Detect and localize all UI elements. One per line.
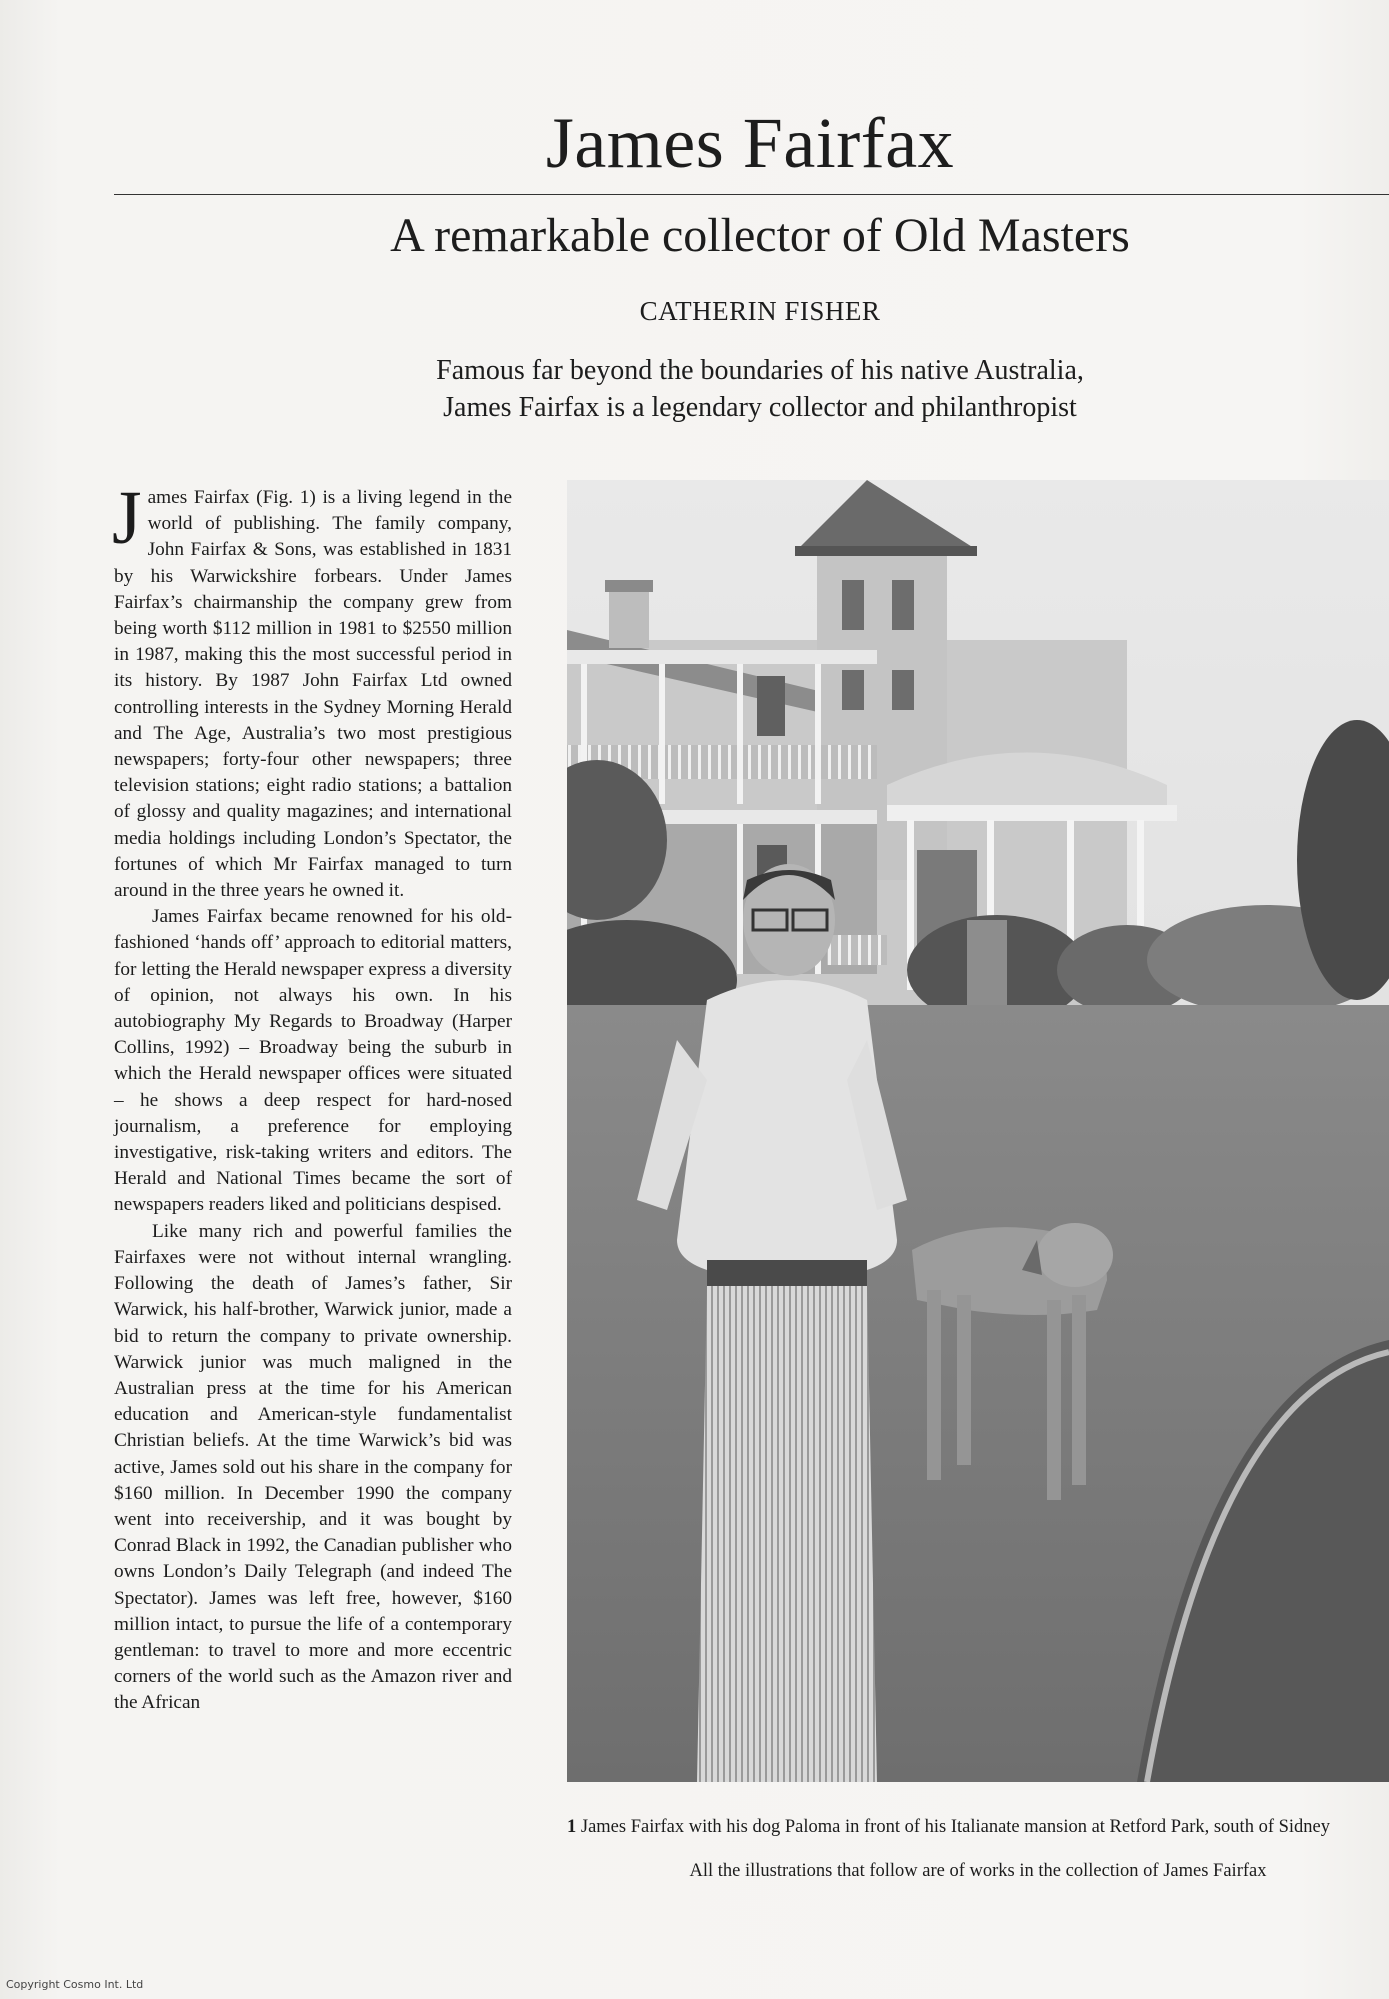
collection-note: All the illustrations that follow are of works in the collection of James Fairfax [689,1861,1267,1881]
author-byline: CATHERIN FISHER [639,296,881,326]
article-subtitle: A remarkable collector of Old Masters [390,209,1130,262]
article-title: James Fairfax [545,103,955,183]
standfirst [0,352,1389,426]
paragraph-text: ames Fairfax (Fig. 1) is a living legend in the world of publishing. The family company, John Fairfax & Sons, was established in 1831 by his Warwickshire forbears. Under James Fairfax’s chairmanship the company grew from being worth $112 million in 1981 to $2550 million in 1987, making this the most successful period in its history. By 1987 John Fairfax Ltd owned controlling interests in the Sydney Morning Herald and The Age, Australia’s two most prestigious newspapers; forty-four other newspapers; three television stations; eight radio stations; a battalion of glossy and quality magazines; and international media holdings including London’s Spectator, the fortunes of which Mr Fairfax managed to turn around in the three years he owned it. [114,487,512,902]
figure-number: 1 [567,1817,577,1837]
caption-text: James Fairfax with his dog Paloma in front of his Italianate mansion at Retford Park, south of Sidney [580,1817,1330,1837]
standfirst-line: James Fairfax is a legendary collector and philanthropist [443,392,1077,423]
body-paragraph [112,476,512,904]
figure-1-photo [567,480,1389,1782]
title-rule [114,194,1389,195]
standfirst-line: Famous far beyond the boundaries of his native Australia, [436,355,1084,386]
drop-cap: J [112,476,142,560]
copyright-notice: Copyright Cosmo Int. Ltd [6,1978,144,1991]
body-paragraph: Like many rich and powerful families the Fairfaxes were not without internal wrangling. Following the death of James’s father, Sir Warwick, his half-brother, Warwick junior, made a bid to return the company to private ownership. Warwick junior was much maligned in the Australian press at the time for his American education and American-style fundamentalist Christian beliefs. At the time Warwick’s bid was active, James sold out his share in the company for $160 million. In December 1990 the company went into receivership, and it was bought by Conrad Black in 1992, the Canadian publisher who owns London’s Daily Telegraph (and indeed The Spectator). James was left free, however, $160 million intact, to pursue the life of a contemporary gentleman: to travel to more and more eccentric corners of the world such as the Amazon river and the African [114,1220,512,1714]
figure-caption [567,1815,1389,1839]
body-paragraph: James Fairfax became renowned for his old-fashioned ‘hands off’ approach to editorial matters, for letting the Herald newspaper express a diversity of opinion, not always his own. In his autobiography My Regards to Broadway (Harper Collins, 1992) – Broadway being the suburb in which the Herald newspaper offices were situated – he shows a deep respect for hard-nosed journalism, a preference for employing investigative, risk-taking writers and editors. The Herald and National Times became the sort of newspapers readers liked and politicians despised. [114,906,512,1216]
body-text-column [112,476,512,1717]
